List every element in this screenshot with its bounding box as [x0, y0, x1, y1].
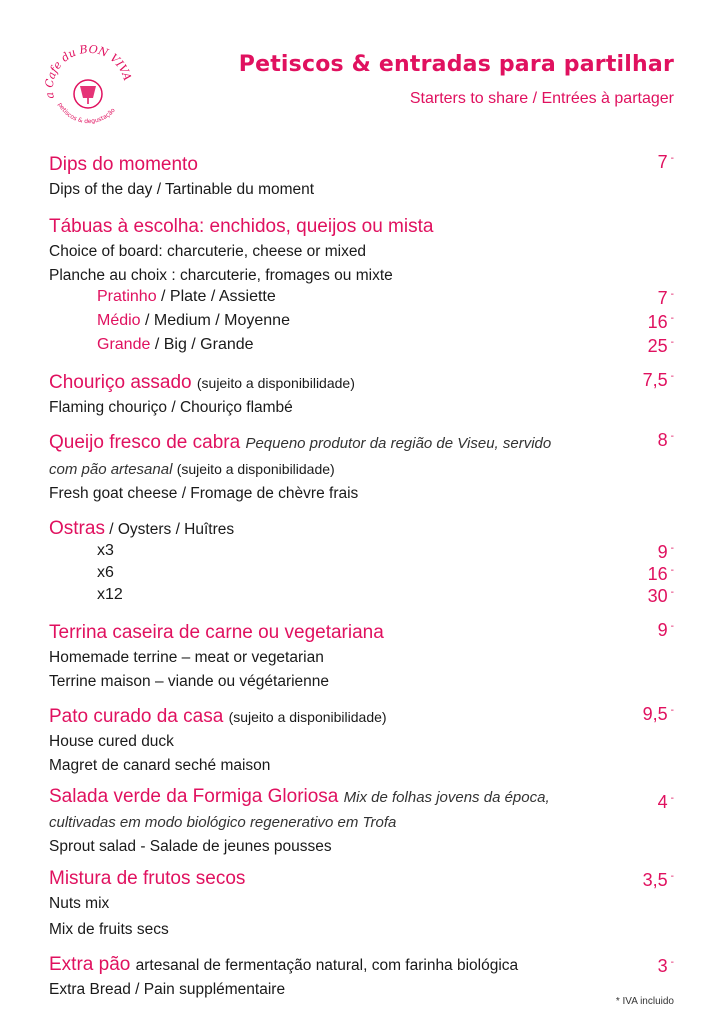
menu-item-dips [49, 152, 674, 202]
item-desc: Sprout salad - Salade de jeunes pousses [49, 838, 332, 855]
menu-item-frutos [49, 866, 674, 942]
item-price: 3 - [657, 956, 674, 976]
page-subtitle: Starters to share / Entrées à partager [409, 90, 674, 107]
item-desc: Nuts mix [49, 895, 110, 912]
item-desc: Terrine maison – viande ou végétarienne [49, 673, 330, 690]
glass-logo-icon [40, 40, 136, 136]
item-title: Pato curado da casa (sujeito a disponibilidade) [49, 706, 387, 727]
menu-item-tabuas [49, 214, 674, 360]
page-title: Petiscos & entradas para partilhar [238, 52, 674, 77]
item-desc: Flaming chouriço / Chouriço flambé [49, 399, 293, 416]
item-price: 3,5 - [642, 870, 674, 890]
item-title: Extra pão artesanal de fermentação natural, com farinha biológica [49, 954, 519, 975]
item-price: 9,5 - [642, 704, 674, 724]
size-price: 9 - [657, 542, 674, 562]
item-price: 7 - [657, 152, 674, 172]
size-option: Pratinho / Plate / Assiette [97, 288, 276, 305]
svg-text:a Cafe du BON VIVANT: a Cafe du BON VIVA [42, 42, 135, 100]
item-desc: com pão artesanal (sujeito a disponibilidade) [49, 461, 335, 478]
size-price: 30 - [647, 586, 674, 606]
item-price: 4 - [657, 792, 674, 812]
item-desc: Extra Bread / Pain supplémentaire [49, 981, 286, 998]
menu-item-pao [49, 952, 674, 1002]
item-desc: Choice of board: charcuterie, cheese or mixed [49, 243, 367, 260]
menu-item-terrina [49, 620, 674, 694]
item-title: Salada verde da Formiga Gloriosa Mix de folhas jovens da época, [49, 786, 550, 807]
item-price: 7,5 - [642, 370, 674, 390]
cafe-logo [40, 40, 136, 136]
menu-item-ostras [49, 516, 674, 608]
size-option: Médio / Medium / Moyenne [97, 312, 290, 329]
item-title: Terrina caseira de carne ou vegetariana [49, 622, 384, 643]
item-desc: Magret de canard seché maison [49, 757, 271, 774]
item-desc: Mix de fruits secs [49, 921, 169, 938]
size-option: x12 [97, 586, 123, 603]
size-option: x3 [97, 542, 114, 559]
item-title: Dips do momento [49, 154, 198, 175]
iva-note: * IVA incluido [615, 996, 674, 1007]
item-title: Queijo fresco de cabra Pequeno produtor da região de Viseu, servido [49, 432, 552, 453]
menu-item-pato [49, 704, 674, 778]
menu-item-salada [49, 784, 674, 859]
size-price: 25 - [647, 336, 674, 356]
item-title: Mistura de frutos secos [49, 868, 246, 889]
svg-text:petiscos & degustação: petiscos & degustação [56, 101, 117, 126]
item-title: Chouriço assado (sujeito a disponibilidade) [49, 372, 355, 393]
item-desc: Homemade terrine – meat or vegetarian [49, 649, 324, 666]
size-option: Grande / Big / Grande [97, 336, 254, 353]
item-price: 8 - [657, 430, 674, 450]
menu-item-queijo [49, 430, 674, 506]
item-title: Tábuas à escolha: enchidos, queijos ou mista [49, 216, 434, 237]
item-desc: cultivadas em modo biológico regenerativo em Trofa [49, 814, 397, 831]
item-desc: Planche au choix : charcuterie, fromages ou mixte [49, 267, 393, 284]
size-price: 7 - [657, 288, 674, 308]
item-desc: House cured duck [49, 733, 174, 750]
size-option: x6 [97, 564, 114, 581]
item-desc: Fresh goat cheese / Fromage de chèvre frais [49, 485, 359, 502]
size-price: 16 - [647, 312, 674, 332]
item-desc: Dips of the day / Tartinable du moment [49, 181, 315, 198]
item-title: Ostras / Oysters / Huîtres [49, 518, 235, 539]
size-price: 16 - [647, 564, 674, 584]
item-price: 9 - [657, 620, 674, 640]
menu-item-chourico [49, 370, 674, 420]
